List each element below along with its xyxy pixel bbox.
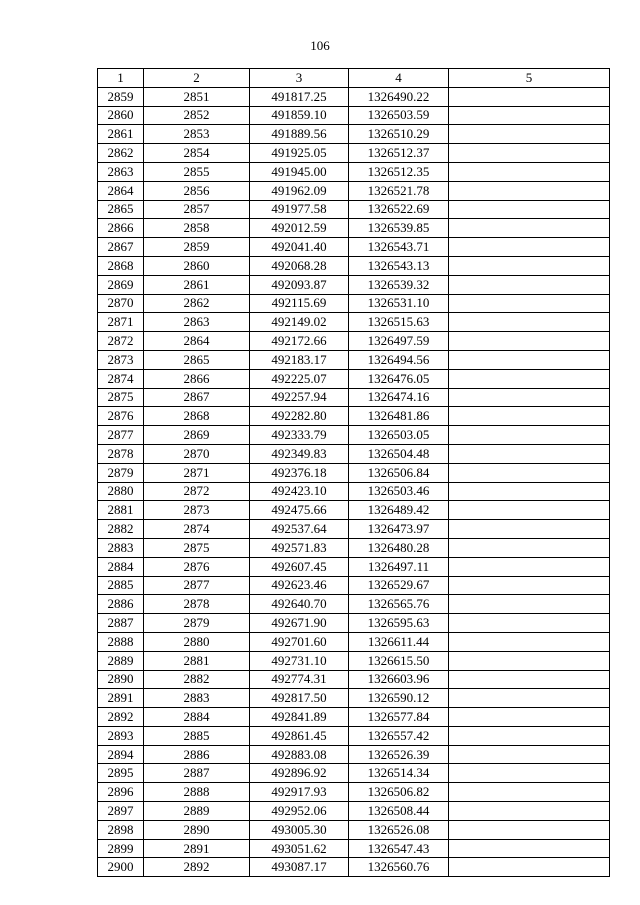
table-row (98, 256, 610, 275)
table-cell-col-5 (449, 726, 610, 745)
table-cell-col-2: 2886 (144, 745, 250, 764)
table-row (98, 125, 610, 144)
table-cell-col-1: 2877 (98, 426, 144, 445)
table-cell-col-1: 2867 (98, 238, 144, 257)
table-cell-col-2: 2859 (144, 238, 250, 257)
table-cell-col-3: 491817.25 (250, 87, 349, 106)
table-row (98, 407, 610, 426)
table-cell-col-2: 2852 (144, 106, 250, 125)
table-cell-col-2: 2884 (144, 708, 250, 727)
table-cell-col-5 (449, 426, 610, 445)
table-cell-col-4: 1326565.76 (349, 595, 449, 614)
table-cell-col-4: 1326522.69 (349, 200, 449, 219)
table-cell-col-3: 492376.18 (250, 463, 349, 482)
table-cell-col-4: 1326595.63 (349, 614, 449, 633)
table-cell-col-5 (449, 407, 610, 426)
table-cell-col-4: 1326490.22 (349, 87, 449, 106)
table-row (98, 294, 610, 313)
table-cell-col-3: 492282.80 (250, 407, 349, 426)
table-cell-col-1: 2865 (98, 200, 144, 219)
table-row (98, 689, 610, 708)
table-cell-col-4: 1326489.42 (349, 501, 449, 520)
table-cell-col-3: 492068.28 (250, 256, 349, 275)
table-row (98, 219, 610, 238)
table-cell-col-4: 1326547.43 (349, 839, 449, 858)
table-row (98, 708, 610, 727)
table-cell-col-2: 2891 (144, 839, 250, 858)
table-cell-col-1: 2893 (98, 726, 144, 745)
table-cell-col-3: 491977.58 (250, 200, 349, 219)
table-cell-col-1: 2897 (98, 802, 144, 821)
table-cell-col-1: 2879 (98, 463, 144, 482)
table-row (98, 764, 610, 783)
table-cell-col-3: 492861.45 (250, 726, 349, 745)
table-cell-col-5 (449, 388, 610, 407)
table-cell-col-3: 492623.46 (250, 576, 349, 595)
table-cell-col-3: 492841.89 (250, 708, 349, 727)
table-cell-col-3: 492041.40 (250, 238, 349, 257)
table-cell-col-4: 1326508.44 (349, 802, 449, 821)
table-cell-col-1: 2875 (98, 388, 144, 407)
table-cell-col-2: 2870 (144, 444, 250, 463)
table-cell-col-5 (449, 256, 610, 275)
table-cell-col-2: 2876 (144, 557, 250, 576)
table-cell-col-2: 2879 (144, 614, 250, 633)
table-cell-col-3: 493087.17 (250, 858, 349, 877)
table-cell-col-4: 1326506.82 (349, 783, 449, 802)
table-cell-col-1: 2862 (98, 144, 144, 163)
table-row (98, 332, 610, 351)
table-cell-col-3: 492537.64 (250, 520, 349, 539)
table-cell-col-1: 2900 (98, 858, 144, 877)
table-cell-col-1: 2880 (98, 482, 144, 501)
table-cell-col-5 (449, 332, 610, 351)
table-cell-col-1: 2866 (98, 219, 144, 238)
table-row (98, 557, 610, 576)
table-cell-col-3: 492257.94 (250, 388, 349, 407)
table-cell-col-3: 491962.09 (250, 181, 349, 200)
table-cell-col-5 (449, 614, 610, 633)
table-cell-col-5 (449, 181, 610, 200)
table-cell-col-4: 1326543.71 (349, 238, 449, 257)
table-cell-col-3: 492774.31 (250, 670, 349, 689)
table-cell-col-5 (449, 294, 610, 313)
table-cell-col-1: 2896 (98, 783, 144, 802)
table-cell-col-3: 491925.05 (250, 144, 349, 163)
table-cell-col-4: 1326539.32 (349, 275, 449, 294)
table-cell-col-2: 2871 (144, 463, 250, 482)
table-cell-col-1: 2885 (98, 576, 144, 595)
table-cell-col-1: 2863 (98, 162, 144, 181)
table-cell-col-4: 1326526.39 (349, 745, 449, 764)
table-cell-col-3: 491859.10 (250, 106, 349, 125)
header-row (98, 69, 610, 88)
table-cell-col-3: 492671.90 (250, 614, 349, 633)
table-cell-col-1: 2864 (98, 181, 144, 200)
table-cell-col-2: 2853 (144, 125, 250, 144)
table-cell-col-4: 1326506.84 (349, 463, 449, 482)
table-row (98, 501, 610, 520)
table-cell-col-5 (449, 87, 610, 106)
table-cell-col-2: 2877 (144, 576, 250, 595)
table-cell-col-1: 2886 (98, 595, 144, 614)
table-cell-col-3: 492952.06 (250, 802, 349, 821)
table-cell-col-4: 1326503.05 (349, 426, 449, 445)
table-cell-col-3: 492917.93 (250, 783, 349, 802)
table-cell-col-2: 2868 (144, 407, 250, 426)
table-cell-col-2: 2887 (144, 764, 250, 783)
table-row (98, 614, 610, 633)
table-row (98, 369, 610, 388)
table-row (98, 313, 610, 332)
table-cell-col-4: 1326480.28 (349, 538, 449, 557)
page-number: 106 (310, 38, 330, 53)
table-cell-col-1: 2872 (98, 332, 144, 351)
header-cell-5: 5 (449, 69, 610, 88)
table-cell-col-1: 2861 (98, 125, 144, 144)
table-cell-col-5 (449, 200, 610, 219)
table-cell-col-5 (449, 275, 610, 294)
table-cell-col-5 (449, 238, 610, 257)
table-cell-col-3: 492149.02 (250, 313, 349, 332)
table-cell-col-2: 2883 (144, 689, 250, 708)
table-cell-col-2: 2865 (144, 350, 250, 369)
table-cell-col-4: 1326560.76 (349, 858, 449, 877)
table-cell-col-3: 492731.10 (250, 651, 349, 670)
table-cell-col-3: 492423.10 (250, 482, 349, 501)
table-cell-col-2: 2867 (144, 388, 250, 407)
table-cell-col-5 (449, 764, 610, 783)
table-row (98, 538, 610, 557)
table-cell-col-5 (449, 219, 610, 238)
table-cell-col-2: 2860 (144, 256, 250, 275)
table-cell-col-2: 2890 (144, 820, 250, 839)
table-cell-col-5 (449, 313, 610, 332)
table-cell-col-1: 2888 (98, 632, 144, 651)
table-row (98, 106, 610, 125)
table-cell-col-5 (449, 501, 610, 520)
table-cell-col-5 (449, 820, 610, 839)
table-cell-col-2: 2855 (144, 162, 250, 181)
table-cell-col-1: 2883 (98, 538, 144, 557)
table-cell-col-3: 492012.59 (250, 219, 349, 238)
table-cell-col-1: 2868 (98, 256, 144, 275)
table-cell-col-5 (449, 839, 610, 858)
table-cell-col-1: 2881 (98, 501, 144, 520)
table-row (98, 144, 610, 163)
table-row (98, 651, 610, 670)
table-cell-col-2: 2873 (144, 501, 250, 520)
table-cell-col-5 (449, 482, 610, 501)
table-cell-col-5 (449, 576, 610, 595)
table-cell-col-5 (449, 802, 610, 821)
table-cell-col-5 (449, 538, 610, 557)
table-cell-col-3: 492115.69 (250, 294, 349, 313)
table-cell-col-2: 2874 (144, 520, 250, 539)
table-cell-col-4: 1326514.34 (349, 764, 449, 783)
table-row (98, 783, 610, 802)
table-row (98, 745, 610, 764)
table-cell-col-1: 2899 (98, 839, 144, 858)
table-row (98, 576, 610, 595)
table-cell-col-3: 492607.45 (250, 557, 349, 576)
table-cell-col-5 (449, 125, 610, 144)
table-cell-col-4: 1326503.59 (349, 106, 449, 125)
table-cell-col-4: 1326504.48 (349, 444, 449, 463)
table-cell-col-4: 1326529.67 (349, 576, 449, 595)
table-cell-col-3: 492349.83 (250, 444, 349, 463)
table-row (98, 200, 610, 219)
table-cell-col-2: 2858 (144, 219, 250, 238)
table-row (98, 726, 610, 745)
table-cell-col-3: 492093.87 (250, 275, 349, 294)
table-cell-col-5 (449, 708, 610, 727)
header-cell-1: 1 (98, 69, 144, 88)
table-cell-col-3: 491889.56 (250, 125, 349, 144)
table-cell-col-4: 1326474.16 (349, 388, 449, 407)
table-cell-col-5 (449, 106, 610, 125)
table-cell-col-1: 2887 (98, 614, 144, 633)
table-row (98, 520, 610, 539)
table-row (98, 444, 610, 463)
header-cell-2: 2 (144, 69, 250, 88)
table-cell-col-2: 2857 (144, 200, 250, 219)
table-cell-col-4: 1326503.46 (349, 482, 449, 501)
table-row (98, 350, 610, 369)
table-cell-col-5 (449, 350, 610, 369)
table-cell-col-4: 1326515.63 (349, 313, 449, 332)
table-cell-col-5 (449, 162, 610, 181)
table-cell-col-4: 1326603.96 (349, 670, 449, 689)
table-cell-col-1: 2870 (98, 294, 144, 313)
table-cell-col-1: 2876 (98, 407, 144, 426)
table-cell-col-3: 492225.07 (250, 369, 349, 388)
table-row (98, 595, 610, 614)
table-cell-col-5 (449, 557, 610, 576)
table-cell-col-4: 1326481.86 (349, 407, 449, 426)
table-cell-col-3: 492817.50 (250, 689, 349, 708)
table-cell-col-3: 492475.66 (250, 501, 349, 520)
table-cell-col-4: 1326512.35 (349, 162, 449, 181)
table-cell-col-4: 1326494.56 (349, 350, 449, 369)
table-cell-col-5 (449, 520, 610, 539)
table-cell-col-2: 2866 (144, 369, 250, 388)
table-cell-col-4: 1326539.85 (349, 219, 449, 238)
table-cell-col-2: 2872 (144, 482, 250, 501)
table-cell-col-1: 2871 (98, 313, 144, 332)
table-cell-col-2: 2880 (144, 632, 250, 651)
table-row (98, 388, 610, 407)
table-cell-col-1: 2898 (98, 820, 144, 839)
table-cell-col-1: 2895 (98, 764, 144, 783)
table-header (98, 69, 610, 88)
table-cell-col-4: 1326521.78 (349, 181, 449, 200)
table-cell-col-4: 1326476.05 (349, 369, 449, 388)
table-row (98, 820, 610, 839)
table-cell-col-3: 492701.60 (250, 632, 349, 651)
table-row (98, 802, 610, 821)
table-cell-col-2: 2854 (144, 144, 250, 163)
table-cell-col-1: 2869 (98, 275, 144, 294)
table-cell-col-3: 492172.66 (250, 332, 349, 351)
table-row (98, 238, 610, 257)
table-cell-col-1: 2874 (98, 369, 144, 388)
table-cell-col-3: 492640.70 (250, 595, 349, 614)
table-cell-col-4: 1326543.13 (349, 256, 449, 275)
table-cell-col-2: 2889 (144, 802, 250, 821)
table-cell-col-1: 2891 (98, 689, 144, 708)
table-cell-col-2: 2864 (144, 332, 250, 351)
table-cell-col-4: 1326577.84 (349, 708, 449, 727)
table-cell-col-3: 492883.08 (250, 745, 349, 764)
table-row (98, 275, 610, 294)
table-row (98, 839, 610, 858)
table-cell-col-4: 1326526.08 (349, 820, 449, 839)
table-cell-col-2: 2885 (144, 726, 250, 745)
table-cell-col-2: 2892 (144, 858, 250, 877)
table-row (98, 858, 610, 877)
table-cell-col-4: 1326615.50 (349, 651, 449, 670)
table-cell-col-2: 2856 (144, 181, 250, 200)
table-cell-col-4: 1326557.42 (349, 726, 449, 745)
table-cell-col-2: 2861 (144, 275, 250, 294)
table-cell-col-4: 1326590.12 (349, 689, 449, 708)
table-cell-col-3: 492571.83 (250, 538, 349, 557)
table-cell-col-5 (449, 689, 610, 708)
table-cell-col-1: 2889 (98, 651, 144, 670)
table-cell-col-4: 1326512.37 (349, 144, 449, 163)
table-row (98, 482, 610, 501)
table-cell-col-5 (449, 632, 610, 651)
table-cell-col-5 (449, 595, 610, 614)
table-body (98, 87, 610, 876)
table-cell-col-1: 2878 (98, 444, 144, 463)
table-cell-col-1: 2873 (98, 350, 144, 369)
table-cell-col-1: 2859 (98, 87, 144, 106)
table-cell-col-1: 2894 (98, 745, 144, 764)
table-cell-col-1: 2860 (98, 106, 144, 125)
table-cell-col-4: 1326510.29 (349, 125, 449, 144)
table-cell-col-2: 2888 (144, 783, 250, 802)
table-cell-col-4: 1326611.44 (349, 632, 449, 651)
table-cell-col-4: 1326531.10 (349, 294, 449, 313)
table-cell-col-4: 1326497.11 (349, 557, 449, 576)
table-cell-col-5 (449, 745, 610, 764)
table-cell-col-4: 1326473.97 (349, 520, 449, 539)
table-cell-col-2: 2863 (144, 313, 250, 332)
table-cell-col-1: 2890 (98, 670, 144, 689)
table-row (98, 181, 610, 200)
table-cell-col-5 (449, 369, 610, 388)
table-cell-col-3: 492333.79 (250, 426, 349, 445)
table-row (98, 426, 610, 445)
table-cell-col-3: 492183.17 (250, 350, 349, 369)
header-cell-3: 3 (250, 69, 349, 88)
table-cell-col-3: 493005.30 (250, 820, 349, 839)
table-cell-col-3: 492896.92 (250, 764, 349, 783)
header-cell-4: 4 (349, 69, 449, 88)
coordinates-table (97, 68, 610, 877)
table-cell-col-2: 2869 (144, 426, 250, 445)
table-cell-col-1: 2882 (98, 520, 144, 539)
table-cell-col-2: 2882 (144, 670, 250, 689)
table-row (98, 162, 610, 181)
table-cell-col-2: 2875 (144, 538, 250, 557)
table-cell-col-2: 2878 (144, 595, 250, 614)
table-cell-col-4: 1326497.59 (349, 332, 449, 351)
table-cell-col-5 (449, 463, 610, 482)
table-cell-col-2: 2881 (144, 651, 250, 670)
table-cell-col-5 (449, 670, 610, 689)
table-row (98, 632, 610, 651)
table-row (98, 670, 610, 689)
table-cell-col-5 (449, 144, 610, 163)
table-cell-col-2: 2862 (144, 294, 250, 313)
table-cell-col-2: 2851 (144, 87, 250, 106)
table-row (98, 87, 610, 106)
table-cell-col-3: 493051.62 (250, 839, 349, 858)
table-cell-col-5 (449, 783, 610, 802)
table-cell-col-1: 2884 (98, 557, 144, 576)
table-cell-col-3: 491945.00 (250, 162, 349, 181)
table-row (98, 463, 610, 482)
table-cell-col-5 (449, 858, 610, 877)
table-cell-col-5 (449, 651, 610, 670)
table-cell-col-5 (449, 444, 610, 463)
table-cell-col-1: 2892 (98, 708, 144, 727)
